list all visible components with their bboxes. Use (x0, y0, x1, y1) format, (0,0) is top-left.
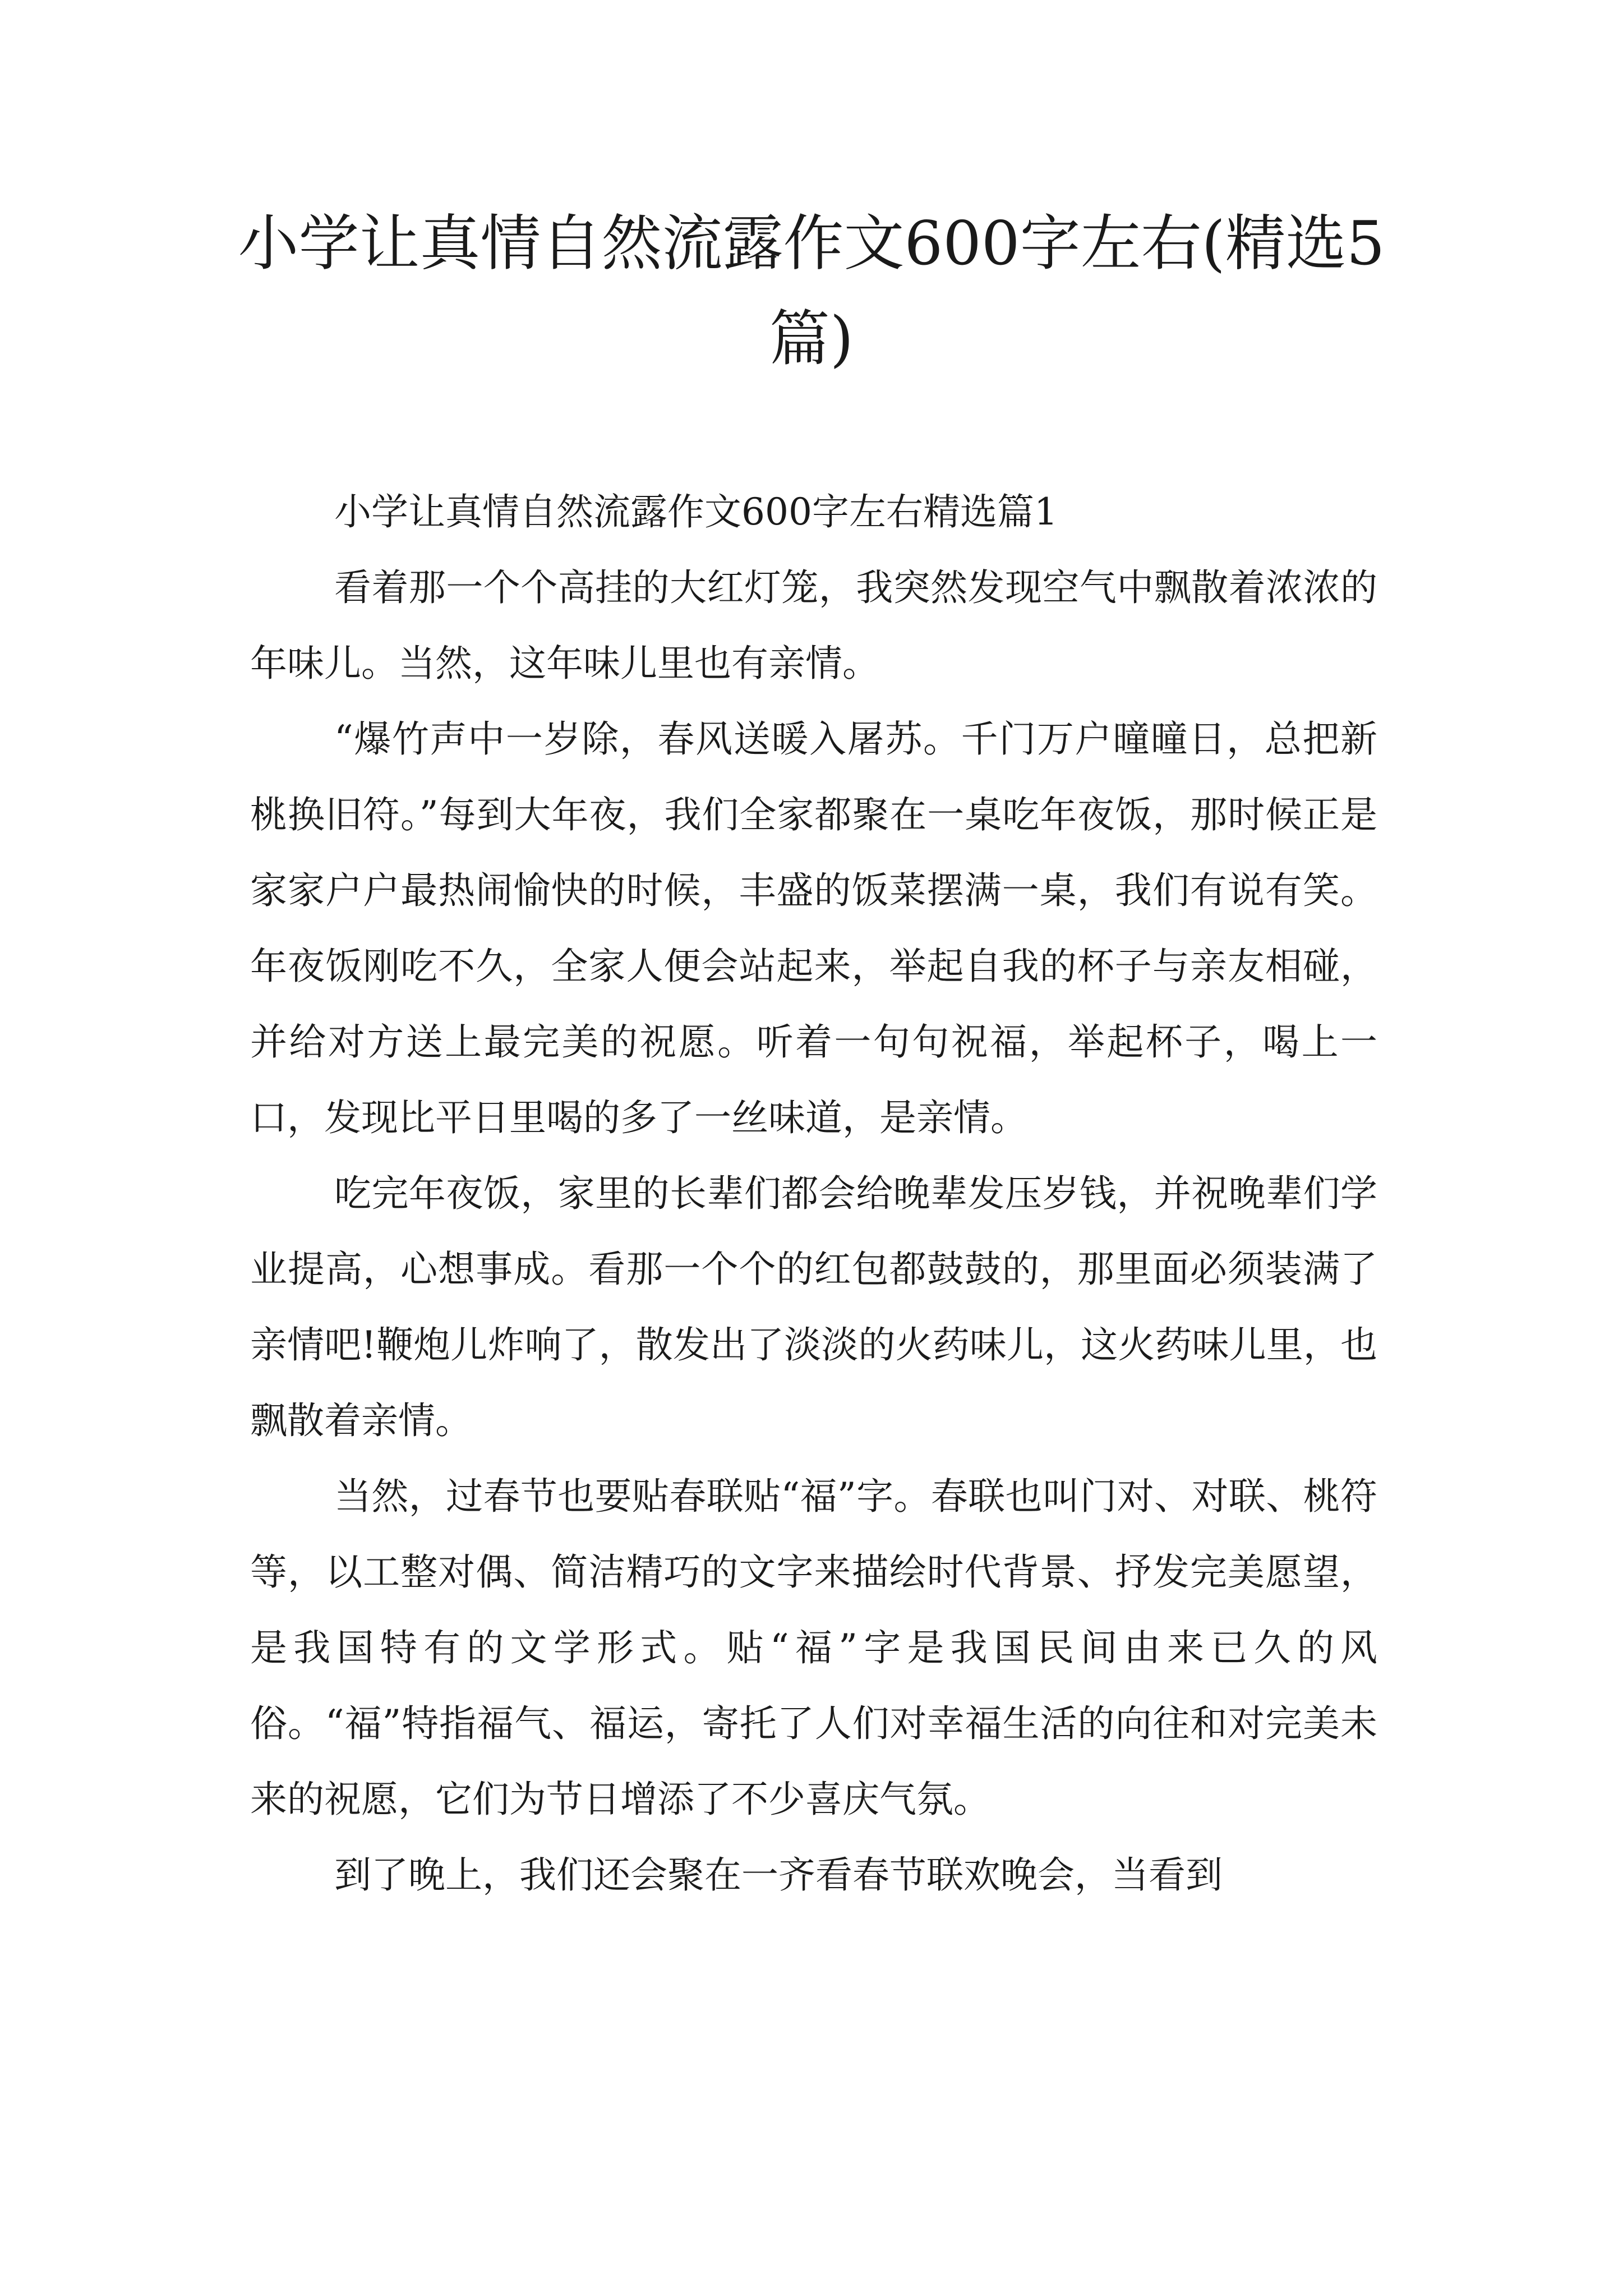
document-body (250, 474, 1377, 1913)
section-heading: 小学让真情自然流露作文600字左右精选篇1 (334, 490, 1058, 533)
paragraph: 当然，过春节也要贴春联贴“福”字。春联也叫门对、对联、桃符等，以工整对偶、简洁精巧的文字来描绘时代背景、抒发完美愿望，是我国特有的文学形式。贴“福”字是我国民间由来已久的风俗。“福”特指福气、福运，寄托了人们对幸福生活的向往和对完美未来的祝愿，它们为节日增添了不少喜庆气氛。 (250, 1475, 1377, 1821)
paragraph: 到了晚上，我们还会聚在一齐看春节联欢晚会，当看到 (334, 1853, 1223, 1897)
paragraph: 吃完年夜饭，家里的长辈们都会给晚辈发压岁钱，并祝晚辈们学业提高，心想事成。看那一个个的红包都鼓鼓的，那里面必须装满了亲情吧!鞭炮儿炸响了，散发出了淡淡的火药味儿，这火药味儿里，也飘散着亲情。 (250, 1172, 1377, 1442)
document-title: 小学让真情自然流露作文600字左右(精选5篇) (238, 209, 1385, 374)
paragraph: “爆竹声中一岁除，春风送暖入屠苏。千门万户曈曈日，总把新桃换旧符。”每到大年夜，我们全家都聚在一桌吃年夜饭，那时候正是家家户户最热闹愉快的时候，丰盛的饭菜摆满一桌，我们有说有笑。年夜饭刚吃不久，全家人便会站起来，举起自我的杯子与亲友相碰，并给对方送上最完美的祝愿。听着一句句祝福，举起杯子，喝上一口，发现比平日里喝的多了一丝味道，是亲情。 (250, 717, 1377, 1139)
paragraph: 看着那一个个高挂的大红灯笼，我突然发现空气中飘散着浓浓的年味儿。当然，这年味儿里也有亲情。 (250, 566, 1377, 685)
